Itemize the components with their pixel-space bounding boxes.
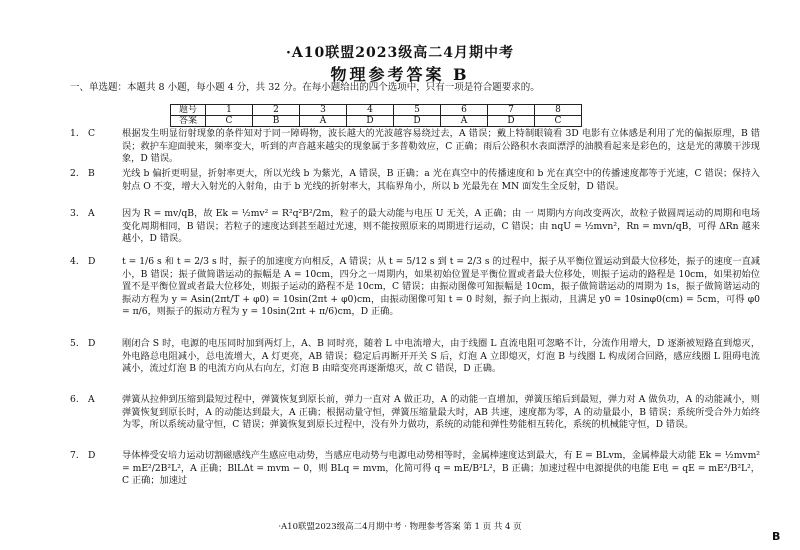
question-key: A bbox=[88, 394, 95, 405]
page-footer: ·A10联盟2023级高二4月期中考 · 物理参考答案 第 1 页 共 4 页 bbox=[278, 522, 522, 532]
answer-cell: D bbox=[347, 116, 394, 127]
answer-cell: B bbox=[253, 116, 300, 127]
question-number: 6. bbox=[70, 394, 79, 405]
answer-cell: D bbox=[488, 116, 535, 127]
q-number: 7 bbox=[488, 105, 535, 116]
question-key: D bbox=[88, 338, 96, 349]
answer-cell: C bbox=[535, 116, 582, 127]
q-number: 8 bbox=[535, 105, 582, 116]
answer-explanation bbox=[70, 450, 760, 488]
answer-key-title: 物理参考答案 B bbox=[330, 65, 470, 84]
question-number: 3. bbox=[70, 208, 79, 219]
answer-table-row-answers bbox=[171, 116, 582, 127]
exam-title: ·A10联盟2023级高二4月期中考 bbox=[286, 45, 514, 61]
explanation-text: t = 1/6 s 和 t = 2/3 s 时，振子的加速度方向相反，A 错误；从 t = 5/12 s 到 t = 2/3 s 的过程中，振子从平衡位置运动到最大位移处，振子的速度一直减小，B 错误；振子做简谐运动的振幅是 A = 10cm，四分之一周期内，如果初始位置是平衡位置或者最大位移处，则振子运动的路程是 10cm，如果初始位置不是平衡位置或者最大位移处，则振子运动的路程不是 10cm，C 错误；由振动图像可知振幅是 10cm，振子做简谐运动的周期为 1s，振子做简谐运动的振动方程为 y = Asin(2πt/T + φ0) = 10sin(2πt + φ0)cm，由振动图像可知 t = 0 时刻，振子向上振动，且满足 y0 = 10sinφ0(cm) = 5cm，可得 φ0 = π/6，则振子的振动方程为 y = 10sin(2πt + π/6)cm，D 正确。 bbox=[122, 256, 760, 317]
explanation-text: 弹簧从拉伸到压缩到最短过程中，弹簧恢复到原长前，弹力一直对 A 做正功，A 的动能一直增加，弹簧压缩后到最短，弹力对 A 做负功，A 的动能减小，则弹簧恢复到原长时，A 的动能达到最大，A 正确；根据动量守恒，弹簧压缩量最大时，AB 共速，速度都为零，A 的动量最小，B 错误；系统所受合外力始终为零，所以系统动量守恒，C 错误；弹簧恢复到原长过程中，没有外力做功，系统的动能和弹性势能相互转化，系统的机械能守恒，D 错误。 bbox=[122, 394, 760, 430]
question-key: B bbox=[88, 168, 95, 179]
answer-explanation bbox=[70, 168, 760, 193]
answer-explanation bbox=[70, 338, 760, 376]
question-key: D bbox=[88, 450, 96, 461]
question-key: C bbox=[88, 128, 96, 139]
question-number: 5. bbox=[70, 338, 79, 349]
explanation-text: 根据发生明显衍射现象的条件知对于同一障碍物，波长越大的光波越容易绕过去，A 错误；戴上特制眼镜看 3D 电影有立体感是利用了光的偏振原理，B 错误；救护车迎面驶来，频率变大，听到的声音越来越尖的现象属于多普勒效应，C 正确；雨后公路积水表面漂浮的油膜看起来是彩色的，这是光的薄膜干涉现象，D 错误。 bbox=[122, 128, 760, 164]
answer-explanation bbox=[70, 128, 760, 166]
answer-table-row-numbers bbox=[171, 105, 582, 116]
q-number: 1 bbox=[206, 105, 253, 116]
question-key: D bbox=[88, 256, 96, 267]
explanation-text: 光线 b 偏折更明显，折射率更大，所以光线 b 为紫光，A 错误，B 正确；a 光在真空中的传播速度和 b 光在真空中的传播速度都等于光速，C 错误；保持入射点 O 不变，增大入射光的入射角，由于 b 光线的折射率大，其临界角小，所以 b 光最先在 MN 面发生全反射，D 错误。 bbox=[122, 168, 760, 192]
explanation-text: 导体棒受安培力运动切割磁感线产生感应电动势，当感应电动势与电源电动势相等时，金属棒速度达到最大，有 E = BLvm，金属棒最大动能 Ek = ½mvm² = mE²/2B²L²，A 正确；BlLΔt = mvm − 0，则 BLq = mvm，化简可得 q = mE/B²L²，B 正确；加速过程中电源提供的电能 E电 = qE = mE²/B²L²，C 正确；加速过 bbox=[122, 450, 760, 486]
row-label: 答案 bbox=[171, 116, 206, 127]
question-number: 7. bbox=[70, 450, 79, 461]
q-number: 5 bbox=[394, 105, 441, 116]
answer-cell: A bbox=[300, 116, 347, 127]
answer-cell: D bbox=[394, 116, 441, 127]
question-number: 1. bbox=[70, 128, 79, 139]
answer-explanation bbox=[70, 256, 760, 319]
q-number: 6 bbox=[441, 105, 488, 116]
question-number: 4. bbox=[70, 256, 79, 267]
q-number: 3 bbox=[300, 105, 347, 116]
explanation-text: 刚闭合 S 时，电源的电压同时加到两灯上，A、B 同时亮，随着 L 中电流增大，由于线圈 L 直流电阻可忽略不计，分流作用增大，D 逐渐被短路直到熄灭，外电路总电阻减小，总电流增大，A 灯更亮，AB 错误；稳定后再断开开关 S 后，灯泡 A 立即熄灭，灯泡 B 与线圈 L 构成闭合回路，感应线圈 L 阻碍电流减小，流过灯泡 B 的电流方向从右向左，灯泡 B 由暗变亮再逐渐熄灭，故 C 错误，D 正确。 bbox=[122, 338, 761, 374]
answer-explanation bbox=[70, 394, 760, 432]
question-number: 2. bbox=[70, 168, 79, 179]
question-key: A bbox=[88, 208, 95, 219]
answer-explanation bbox=[70, 208, 760, 246]
answer-cell: A bbox=[441, 116, 488, 127]
answer-table bbox=[170, 104, 582, 127]
section-heading: 一、单选题：本题共 8 小题，每小题 4 分，共 32 分。在每小题给出的四个选项中，只有一项是符合题要求的。 bbox=[70, 82, 540, 93]
q-number: 4 bbox=[347, 105, 394, 116]
q-number: 2 bbox=[253, 105, 300, 116]
row-label: 题号 bbox=[171, 105, 206, 116]
answer-cell: C bbox=[206, 116, 253, 127]
explanation-text: 因为 R = mv/qB，故 Ek = ½mv² = R²q²B²/2m，粒子的最大动能与电压 U 无关，A 正确；由 一 周期内方向改变两次，故粒子做圆周运动的周期和电场变化周期相同，B 错误；若粒子的速度达到甚至超过光速，则不能按照原来的周期进行运动，C 错误；由 nqU = ½mvn²，Rn = mvn/qB，可得 ΔRn 越来越小，D 错误。 bbox=[122, 208, 760, 244]
version-marker: B bbox=[772, 530, 781, 543]
